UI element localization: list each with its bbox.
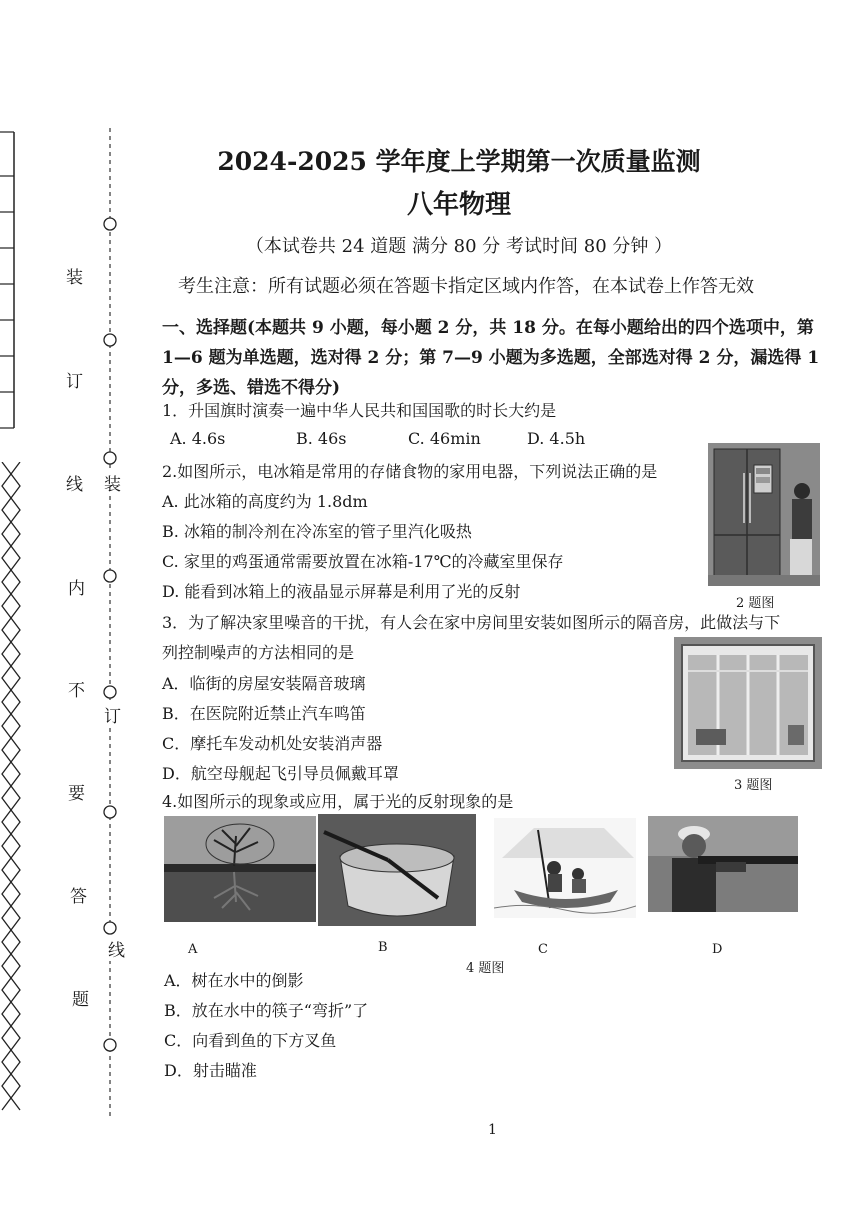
q3-option-b: B．在医院附近禁止汽车鸣笛 xyxy=(162,704,366,723)
q4-image-b-chopstick-bowl xyxy=(318,814,476,926)
soundproof-room-photo xyxy=(674,637,822,769)
exam-info: （本试卷共 24 道题 满分 80 分 考试时间 80 分钟 ） xyxy=(245,236,673,257)
q4-option-d: D．射击瞄准 xyxy=(164,1061,257,1080)
binding-line xyxy=(96,128,126,1123)
margin-zigzag xyxy=(0,462,30,1112)
q1-option-d: D. 4.5h xyxy=(527,429,586,448)
q2-option-d: D. 能看到冰箱上的液晶显示屏幕是利用了光的反射 xyxy=(162,582,521,601)
q4-figure-label: 4 题图 xyxy=(466,961,505,976)
q4-image-c-spear-fishing xyxy=(494,818,636,918)
q4-option-b: B．放在水中的筷子“弯折”了 xyxy=(164,1001,369,1020)
margin-char-zhuang: 装 xyxy=(66,268,83,288)
section-heading: 一、选择题(本题共 9 小题，每小题 2 分，共 18 分。在每小题给出的四个选项中，第 1—6 题为单选题，选对得 2 分；第 7—9 小题为多选题，全部选对得 2 分，漏选得 1 分，多选、错选不得分) xyxy=(162,318,820,398)
q1-option-a: A. 4.6s xyxy=(170,429,226,448)
q3-stem-line1: 3．为了解决家里噪音的干扰，有人会在家中房间里安装如图所示的隔音房，此做法与下 xyxy=(162,613,781,632)
q2-option-c: C. 家里的鸡蛋通常需要放置在冰箱-17℃的冷藏室里保存 xyxy=(162,552,564,571)
binding-char-zhuang: 装 xyxy=(104,470,121,495)
q3-option-a: A．临街的房屋安装隔音玻璃 xyxy=(162,674,366,693)
q3-option-c: C．摩托车发动机处安装消声器 xyxy=(162,734,383,753)
q4-option-c: C．向看到鱼的下方叉鱼 xyxy=(164,1031,337,1050)
q4-label-a: A xyxy=(188,942,198,957)
margin-char-ti: 题 xyxy=(72,990,89,1010)
margin-char-nei: 内 xyxy=(68,579,85,599)
q4-label-b: B xyxy=(378,940,388,955)
q4-label-d: D xyxy=(712,942,723,957)
page-number: 1 xyxy=(488,1122,497,1138)
q3-figure-label: 3 题图 xyxy=(734,778,773,793)
q1-stem: 1．升国旗时演奏一遍中华人民共和国国歌的时长大约是 xyxy=(162,401,557,420)
margin-char-da: 答 xyxy=(70,887,87,907)
q4-option-a: A．树在水中的倒影 xyxy=(164,971,304,990)
exam-notice: 考生注意：所有试题必须在答题卡指定区域内作答，在本试卷上作答无效 xyxy=(178,276,754,297)
q2-option-b: B. 冰箱的制冷剂在冷冻室的管子里汽化吸热 xyxy=(162,522,472,541)
margin-char-bu: 不 xyxy=(68,681,85,701)
margin-char-xian: 线 xyxy=(66,475,83,495)
q4-image-a-tree-reflection xyxy=(164,816,316,922)
q4-stem: 4.如图所示的现象或应用，属于光的反射现象的是 xyxy=(162,792,514,811)
fridge-photo xyxy=(708,443,820,586)
margin-char-yao: 要 xyxy=(68,784,85,804)
q2-option-a: A. 此冰箱的高度约为 1.8dm xyxy=(162,492,368,511)
q1-option-b: B. 46s xyxy=(296,429,347,448)
q4-image-d-shooting xyxy=(648,816,798,912)
q1-option-c: C. 46min xyxy=(408,429,481,448)
exam-subject: 八年物理 xyxy=(406,190,511,220)
q3-stem-line2: 列控制噪声的方法相同的是 xyxy=(162,643,355,662)
exam-title: 2024-2025 学年度上学期第一次质量监测 xyxy=(217,147,701,176)
margin-char-ding: 订 xyxy=(66,372,83,392)
q2-stem: 2.如图所示，电冰箱是常用的存储食物的家用电器，下列说法正确的是 xyxy=(162,462,658,481)
binding-char-ding: 订 xyxy=(104,702,121,727)
q4-label-c: C xyxy=(538,942,548,957)
binding-char-xian: 线 xyxy=(108,936,125,961)
q2-figure-label: 2 题图 xyxy=(736,596,775,611)
q3-option-d: D．航空母舰起飞引导员佩戴耳罩 xyxy=(162,764,399,783)
